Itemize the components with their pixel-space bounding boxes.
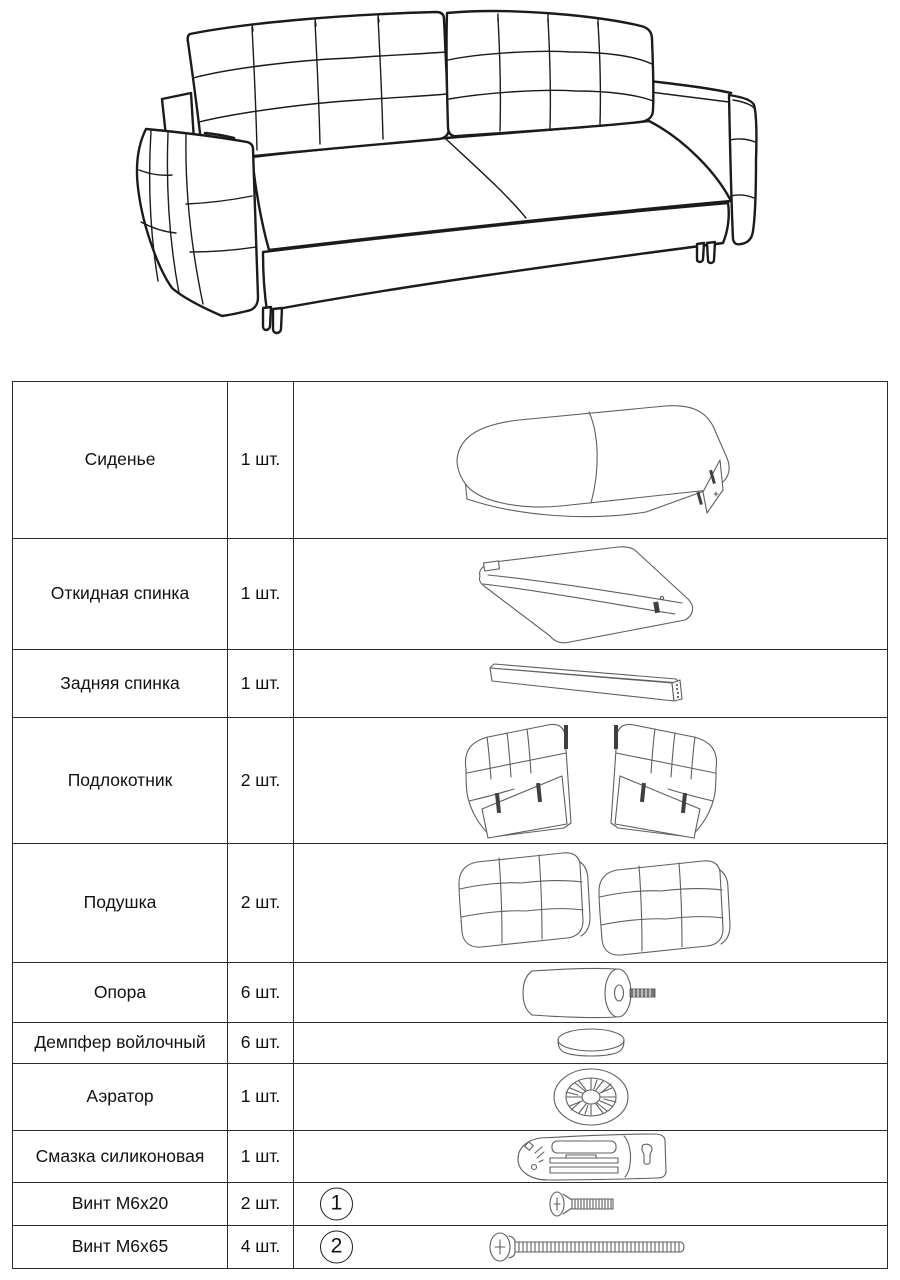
table-row <box>13 1022 887 1063</box>
part-name <box>13 1131 228 1182</box>
part-illustration-cell <box>294 382 887 538</box>
cushion-illustration-icon <box>451 849 731 957</box>
table-row <box>13 717 887 843</box>
part-qty-label: 1 шт. <box>240 672 281 693</box>
part-illustration-cell <box>294 539 887 649</box>
part-name-label: Смазка силиконовая <box>35 1145 205 1166</box>
sofa-hero <box>0 0 900 378</box>
back-panel-illustration-icon <box>476 656 706 710</box>
parts-table <box>12 381 888 1269</box>
part-illustration-cell <box>294 1226 887 1268</box>
table-row <box>13 1130 887 1182</box>
part-illustration-cell <box>294 963 887 1022</box>
part-name <box>13 1023 228 1063</box>
part-illustration-cell <box>294 650 887 717</box>
part-qty <box>228 844 294 962</box>
part-qty-label: 1 шт. <box>240 583 281 603</box>
part-name-label: Аэратор <box>86 1086 154 1106</box>
part-qty <box>228 650 294 717</box>
screw-m6x20-illustration-icon <box>541 1188 641 1220</box>
part-illustration-cell <box>294 1131 887 1182</box>
part-qty-label: 2 шт. <box>240 892 281 912</box>
table-row <box>13 649 887 717</box>
part-name-label: Сиденье <box>84 449 156 470</box>
part-name-label: Подушка <box>83 892 157 912</box>
part-illustration-cell <box>294 1064 887 1130</box>
table-row <box>13 1063 887 1130</box>
part-qty <box>228 963 294 1022</box>
felt-damper-illustration-icon <box>536 1025 646 1061</box>
part-qty <box>228 1226 294 1268</box>
table-row <box>13 382 887 538</box>
part-illustration-cell <box>294 1183 887 1225</box>
part-name <box>13 650 228 717</box>
sofa-line-drawing-icon <box>0 0 900 378</box>
part-illustration-cell <box>294 1023 887 1063</box>
armrest-illustration-icon <box>456 721 726 839</box>
table-row <box>13 1182 887 1225</box>
seat-illustration-icon <box>441 398 741 522</box>
part-name-label: Винт М6х65 <box>71 1236 169 1256</box>
leg-illustration-icon <box>516 964 666 1020</box>
part-name <box>13 963 228 1022</box>
part-qty <box>228 539 294 649</box>
part-qty-label: 6 шт. <box>240 1032 281 1052</box>
part-qty <box>228 1183 294 1225</box>
part-name <box>13 382 228 538</box>
table-row <box>13 962 887 1022</box>
part-qty-label: 2 шт. <box>240 1193 281 1213</box>
table-row <box>13 1225 887 1268</box>
part-name <box>13 1226 228 1268</box>
screw-m6x65-illustration-icon <box>486 1229 696 1265</box>
part-name-label: Винт М6х20 <box>71 1193 169 1213</box>
part-qty-label: 1 шт. <box>240 1086 281 1106</box>
part-name-label: Откидная спинка <box>50 583 190 603</box>
table-row <box>13 538 887 649</box>
part-qty <box>228 718 294 843</box>
part-qty-label: 1 шт. <box>240 449 281 470</box>
part-number-marker: 2 <box>320 1230 353 1263</box>
part-qty-label: 1 шт. <box>240 1145 281 1166</box>
part-name-label: Подлокотник <box>67 769 173 790</box>
part-illustration-cell <box>294 844 887 962</box>
part-name <box>13 718 228 843</box>
part-name-label: Опора <box>93 981 147 1002</box>
part-illustration-cell <box>294 718 887 843</box>
table-row <box>13 843 887 962</box>
part-name <box>13 1183 228 1225</box>
part-number-marker: 1 <box>320 1187 353 1220</box>
part-qty-label: 4 шт. <box>240 1236 281 1256</box>
part-qty <box>228 1131 294 1182</box>
part-qty-label: 6 шт. <box>240 981 281 1002</box>
part-name <box>13 1064 228 1130</box>
silicone-grease-illustration-icon <box>506 1131 676 1182</box>
aerator-illustration-icon <box>531 1066 651 1128</box>
part-name-label: Демпфер войлочный <box>34 1032 206 1052</box>
part-name <box>13 844 228 962</box>
part-name-label: Задняя спинка <box>60 672 180 693</box>
folding-backrest-illustration-icon <box>466 542 716 646</box>
part-qty-label: 2 шт. <box>240 769 281 790</box>
part-name <box>13 539 228 649</box>
part-qty <box>228 1023 294 1063</box>
part-qty <box>228 382 294 538</box>
part-qty <box>228 1064 294 1130</box>
